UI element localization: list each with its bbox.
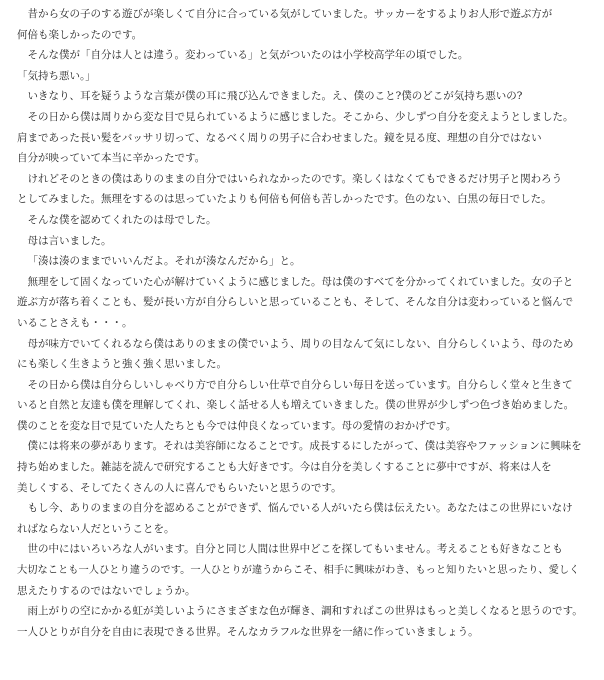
text-line: そんな僕が「自分は人とは違う。変わっている」と気がついたのは小学校高学年の頃でした。 [27, 49, 469, 62]
text-line: その日から僕は周りから変な目で見られているように感じました。そこから、少しずつ自分を変えようとしました。 [27, 110, 574, 123]
text-line: 大切なことも一人ひとり違うのです。一人ひとりが違うからこそ、相手に興味がわき、もっと知りたいと思ったり、愛しく [17, 564, 580, 577]
text-line: いると自然と友達も僕を理解してくれ、楽しく話せる人も増えていきました。僕の世界が少しずつ色づき始めました。 [17, 399, 575, 412]
text-line: もし今、ありのままの自分を認めることができず、悩んでいる人がいたら僕は伝えたい。あなたはこの世界にいなけ [27, 502, 573, 515]
text-line: 無理をして固くなっていた心が解けていくように感じました。母は僕のすべてを分かってくれていました。女の子と [27, 275, 574, 288]
text-line: いることさえも・・・。 [17, 316, 133, 329]
text-line: 雨上がりの空にかかる虹が美しいようにさまざまな色が輝き、調和すればこの世界はもっと美しくなると思うのです。 [27, 605, 583, 618]
text-line: 昔から女の子のする遊びが楽しくて自分に合っている気がしていました。サッカーをするよりお人形で遊ぶ方が [27, 8, 553, 20]
text-line: 「湊は湊のままでいいんだよ。それが湊なんだから」と。 [27, 255, 301, 268]
text-line: 肩まであった長い髪をバッサリ切って、なるべく周りの男子に合わせました。鏡を見る度、理想の自分ではない [17, 131, 542, 144]
text-line: 「気持ち悪い。」 [17, 69, 96, 82]
text-line: 僕には将来の夢があります。それは美容師になることです。成長するにしたがって、僕は美容やファッションに興味を [27, 440, 582, 453]
text-line: 美しくする、そしてたくさんの人に喜んでもらいたいと思うのです。 [17, 481, 342, 494]
text-line: 遊ぶ方が落ち着くことも、髪が長い方が自分らしいと思っていることも、そして、そんな自分は変わっていると悩んで [17, 296, 574, 309]
text-line: 世の中にはいろいろな人がいます。自分と同じ人間は世界中どこを探してもいません。考えることも好きなことも [27, 543, 563, 556]
text-line: 母が味方でいてくれるなら僕はありのままの僕でいよう、周りの目なんて気にしない、自分らしくいよう、母のため [27, 337, 574, 350]
text-line: 僕のことを変な目で見ていた人たちとも今では仲良くなっています。母の愛情のおかげです。 [17, 419, 457, 432]
text-line: 何倍も楽しかったのです。 [17, 28, 143, 41]
text-line: 持ち始めました。雑誌を読んで研究することも大好きです。今は自分を美しくすることに夢中ですが、将来は人を [17, 461, 552, 474]
text-line: ればならない人だということを。 [17, 522, 175, 535]
text-line: けれどそのときの僕はありのままの自分ではいられなかったのです。楽しくはなくてもできるだけ男子と関わろう [27, 172, 563, 185]
text-line: 母は言いました。 [27, 234, 112, 247]
text-line: にも楽しく生きようと強く強く思いました。 [17, 358, 227, 371]
text-line: としてみました。無理をするのは思っていたよりも何倍も何倍も苦しかったです。色のない、白黒の毎日でした。 [17, 193, 552, 206]
text-line: その日から僕は自分らしいしゃべり方で自分らしい仕草で自分らしい毎日を送っています。自分らしく堂々と生きて [27, 378, 573, 391]
text-line: 思えたりするのではないでしょうか。 [17, 584, 196, 597]
text-line: そんな僕を認めてくれたのは母でした。 [27, 213, 217, 226]
text-line: いきなり、耳を疑うような言葉が僕の耳に飛び込んできました。え、僕のこと?僕のどこが気持ち悪いの? [27, 90, 523, 103]
text-line: 自分が映っていて本当に辛かったです。 [17, 152, 206, 165]
text-line: 一人ひとりが自分を自由に表現できる世界。そんなカラフルな世界を一緒に作っていきましょう。 [17, 625, 479, 638]
